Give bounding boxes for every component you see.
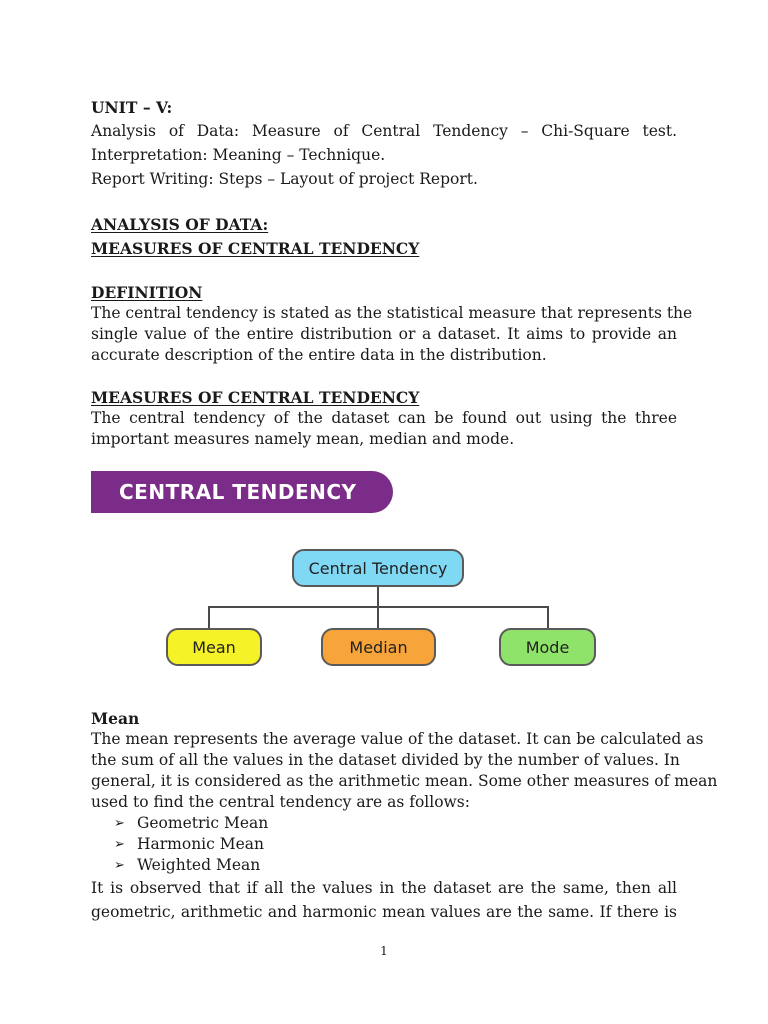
mean-line: geometric, arithmetic and harmonic mean values are the same. If there is <box>91 903 677 921</box>
measures-line: important measures namely mean, median and mode. <box>91 430 515 448</box>
connector-line <box>377 606 379 628</box>
mean-heading: Mean <box>91 709 140 728</box>
diagram-node-median: Median <box>321 628 436 666</box>
mean-line: the sum of all the values in the dataset divided by the number of values. In <box>91 751 680 769</box>
measures-section <box>91 387 677 450</box>
diagram-node-mode: Mode <box>499 628 596 666</box>
definition-line: single value of the entire distribution or a dataset. It aims to provide an <box>91 325 677 343</box>
analysis-heading: ANALYSIS OF DATA: <box>91 215 269 234</box>
mean-line: It is observed that if all the values in the dataset are the same, then all <box>91 879 677 897</box>
definition-section <box>91 282 693 366</box>
page-number: 1 <box>380 944 388 958</box>
definition-line: The central tendency is stated as the statistical measure that represents the <box>91 304 693 322</box>
unit-line: Interpretation: Meaning – Technique. <box>91 146 386 164</box>
list-item-label: Harmonic Mean <box>137 835 265 853</box>
analysis-section <box>91 214 677 259</box>
unit-line: Analysis of Data: Measure of Central Tendency – Chi-Square test. <box>91 122 677 140</box>
unit-line: Report Writing: Steps – Layout of project Report. <box>91 170 478 188</box>
mean-section <box>91 708 718 923</box>
mean-line: general, it is considered as the arithmetic mean. Some other measures of mean <box>91 772 718 790</box>
unit-section <box>91 97 677 190</box>
list-item-label: Geometric Mean <box>137 814 269 832</box>
list-item <box>114 834 677 855</box>
diagram-node-mean: Mean <box>166 628 262 666</box>
measures-heading: MEASURES OF CENTRAL TENDENCY <box>91 388 420 407</box>
measures-line: The central tendency of the dataset can be found out using the three <box>91 409 677 427</box>
analysis-subheading: MEASURES OF CENTRAL TENDENCY <box>91 239 420 258</box>
list-item <box>114 855 677 876</box>
mean-line: The mean represents the average value of the dataset. It can be calculated as <box>91 730 704 748</box>
connector-line <box>547 606 549 628</box>
arrow-bullet-icon: ➢ <box>114 837 125 852</box>
connector-line <box>208 606 210 628</box>
list-item <box>114 813 677 834</box>
arrow-bullet-icon: ➢ <box>114 816 125 831</box>
diagram-node-central-tendency: Central Tendency <box>292 549 464 587</box>
definition-heading: DEFINITION <box>91 283 203 302</box>
mean-line: used to find the central tendency are as follows: <box>91 793 470 811</box>
arrow-bullet-icon: ➢ <box>114 858 125 873</box>
banner-title: CENTRAL TENDENCY <box>119 480 357 504</box>
definition-line: accurate description of the entire data in the distribution. <box>91 346 547 364</box>
list-item-label: Weighted Mean <box>137 856 261 874</box>
mean-types-list <box>114 813 677 876</box>
central-tendency-banner <box>91 471 393 513</box>
connector-line <box>377 587 379 607</box>
unit-heading: UNIT – V: <box>91 98 173 117</box>
